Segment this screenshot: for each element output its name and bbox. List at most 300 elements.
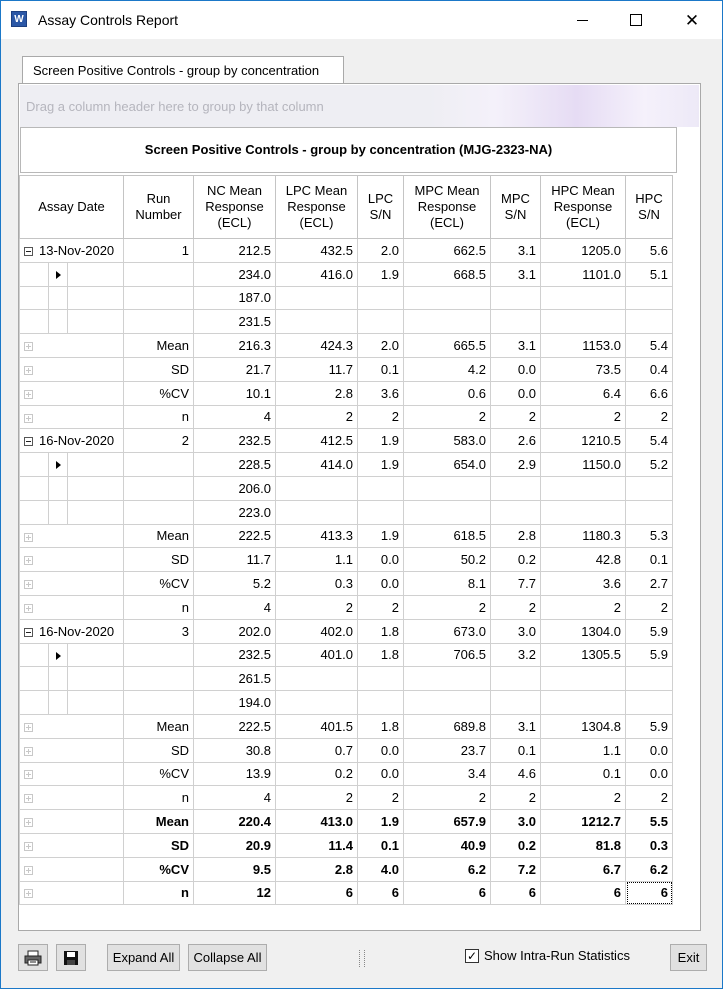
- value-cell[interactable]: 0.1: [491, 738, 541, 762]
- group-by-panel[interactable]: [20, 85, 699, 127]
- value-cell[interactable]: 228.5: [194, 453, 276, 477]
- value-cell[interactable]: 81.8: [541, 833, 626, 857]
- value-cell[interactable]: 3.0: [491, 619, 541, 643]
- value-cell[interactable]: [358, 500, 404, 524]
- value-cell[interactable]: 50.2: [404, 548, 491, 572]
- tab-screen-positive-controls[interactable]: Screen Positive Controls - group by concentration: [22, 56, 344, 84]
- value-cell[interactable]: 2.7: [626, 572, 673, 596]
- value-cell[interactable]: 4: [194, 405, 276, 429]
- grand-total-row[interactable]: [20, 810, 673, 834]
- value-cell[interactable]: 187.0: [194, 286, 276, 310]
- value-cell[interactable]: 2: [491, 595, 541, 619]
- value-cell[interactable]: 4.0: [358, 857, 404, 881]
- value-cell[interactable]: 2.6: [491, 429, 541, 453]
- value-cell[interactable]: [626, 691, 673, 715]
- value-cell[interactable]: 2: [358, 786, 404, 810]
- value-cell[interactable]: 3.0: [491, 810, 541, 834]
- value-cell[interactable]: 234.0: [194, 262, 276, 286]
- value-cell[interactable]: 3.1: [491, 262, 541, 286]
- detail-indent-cell: [20, 453, 124, 477]
- summary-expander-cell: [20, 405, 124, 429]
- expand-summary-icon[interactable]: [24, 604, 33, 613]
- value-cell[interactable]: 9.5: [194, 857, 276, 881]
- column-header[interactable]: Assay Date: [20, 176, 124, 239]
- print-button[interactable]: [18, 944, 48, 971]
- value-cell[interactable]: [541, 286, 626, 310]
- value-cell[interactable]: 2: [276, 786, 358, 810]
- row-indicator-cell: [48, 287, 68, 310]
- value-cell[interactable]: 0.2: [276, 762, 358, 786]
- column-header[interactable]: LPC S/N: [358, 176, 404, 239]
- value-cell[interactable]: 706.5: [404, 643, 491, 667]
- value-cell[interactable]: [358, 310, 404, 334]
- value-cell[interactable]: 6: [491, 881, 541, 905]
- grand-total-row[interactable]: [20, 881, 673, 905]
- value-cell[interactable]: 5.4: [626, 334, 673, 358]
- value-cell[interactable]: 2.8: [276, 857, 358, 881]
- run-number-cell: 3: [124, 619, 194, 643]
- row-indicator-cell: [48, 453, 68, 476]
- value-cell[interactable]: [358, 691, 404, 715]
- value-cell[interactable]: 1.9: [358, 429, 404, 453]
- statistic-label-cell: SD: [124, 833, 194, 857]
- value-cell[interactable]: 223.0: [194, 500, 276, 524]
- value-cell[interactable]: 665.5: [404, 334, 491, 358]
- row-indicator-cell: [48, 644, 68, 667]
- detail-row[interactable]: [20, 667, 673, 691]
- value-cell[interactable]: 73.5: [541, 357, 626, 381]
- value-cell[interactable]: 222.5: [194, 524, 276, 548]
- value-cell[interactable]: 232.5: [194, 429, 276, 453]
- value-cell[interactable]: 402.0: [276, 619, 358, 643]
- statistic-label-cell: %CV: [124, 381, 194, 405]
- grand-total-row[interactable]: [20, 857, 673, 881]
- value-cell[interactable]: [358, 667, 404, 691]
- value-cell[interactable]: 0.3: [276, 572, 358, 596]
- value-cell[interactable]: 0.0: [491, 381, 541, 405]
- value-cell[interactable]: 5.2: [626, 453, 673, 477]
- value-cell[interactable]: 412.5: [276, 429, 358, 453]
- value-cell[interactable]: 2: [541, 786, 626, 810]
- value-cell[interactable]: 413.3: [276, 524, 358, 548]
- value-cell[interactable]: 5.9: [626, 714, 673, 738]
- value-cell[interactable]: [541, 667, 626, 691]
- value-cell[interactable]: 4: [194, 595, 276, 619]
- value-cell[interactable]: 0.0: [626, 738, 673, 762]
- value-cell[interactable]: 3.1: [491, 714, 541, 738]
- value-cell[interactable]: 2: [276, 405, 358, 429]
- value-cell[interactable]: [491, 500, 541, 524]
- column-header[interactable]: Run Number: [124, 176, 194, 239]
- value-cell[interactable]: 1.9: [358, 810, 404, 834]
- value-cell[interactable]: [626, 310, 673, 334]
- value-cell[interactable]: 1.8: [358, 619, 404, 643]
- value-cell[interactable]: [276, 691, 358, 715]
- value-cell[interactable]: 2: [358, 405, 404, 429]
- value-cell[interactable]: 2: [404, 595, 491, 619]
- value-cell[interactable]: [626, 667, 673, 691]
- toolbar-grip: [359, 950, 365, 967]
- value-cell[interactable]: 30.8: [194, 738, 276, 762]
- value-cell[interactable]: 0.6: [404, 381, 491, 405]
- value-cell[interactable]: 6.4: [541, 381, 626, 405]
- value-cell[interactable]: 8.1: [404, 572, 491, 596]
- stat-row[interactable]: [20, 548, 673, 572]
- value-cell[interactable]: 0.2: [491, 833, 541, 857]
- detail-indent-cell: [20, 286, 124, 310]
- stat-row[interactable]: [20, 714, 673, 738]
- value-cell[interactable]: 6: [358, 881, 404, 905]
- value-cell[interactable]: 1150.0: [541, 453, 626, 477]
- value-cell[interactable]: 0.3: [626, 833, 673, 857]
- value-cell[interactable]: 11.7: [194, 548, 276, 572]
- value-cell[interactable]: [358, 476, 404, 500]
- value-cell[interactable]: 4: [194, 786, 276, 810]
- detail-row[interactable]: [20, 476, 673, 500]
- value-cell[interactable]: 0.1: [541, 762, 626, 786]
- value-cell[interactable]: 416.0: [276, 262, 358, 286]
- value-cell[interactable]: 0.4: [626, 357, 673, 381]
- value-cell[interactable]: [276, 500, 358, 524]
- value-cell[interactable]: [541, 500, 626, 524]
- value-cell[interactable]: [541, 310, 626, 334]
- value-cell[interactable]: [404, 691, 491, 715]
- value-cell[interactable]: 1153.0: [541, 334, 626, 358]
- value-cell[interactable]: [541, 476, 626, 500]
- value-cell[interactable]: 2.0: [358, 239, 404, 263]
- value-cell[interactable]: [404, 500, 491, 524]
- value-cell[interactable]: 3.6: [541, 572, 626, 596]
- value-cell[interactable]: 0.0: [358, 762, 404, 786]
- value-cell[interactable]: 1212.7: [541, 810, 626, 834]
- value-cell[interactable]: 583.0: [404, 429, 491, 453]
- expand-summary-icon[interactable]: [24, 390, 33, 399]
- value-cell[interactable]: 0.0: [626, 762, 673, 786]
- value-cell[interactable]: 2: [541, 595, 626, 619]
- value-cell[interactable]: 413.0: [276, 810, 358, 834]
- value-cell[interactable]: 7.2: [491, 857, 541, 881]
- stat-row[interactable]: [20, 595, 673, 619]
- value-cell[interactable]: 2: [541, 405, 626, 429]
- value-cell[interactable]: [276, 667, 358, 691]
- value-cell[interactable]: [358, 286, 404, 310]
- column-header[interactable]: HPC S/N: [626, 176, 673, 239]
- stat-row[interactable]: [20, 381, 673, 405]
- value-cell[interactable]: 4.2: [404, 357, 491, 381]
- value-cell[interactable]: 2: [276, 595, 358, 619]
- value-cell[interactable]: 0.2: [491, 548, 541, 572]
- value-cell[interactable]: 1.1: [541, 738, 626, 762]
- summary-expander-cell: [20, 786, 124, 810]
- row-indicator-cell: [48, 667, 68, 690]
- value-cell[interactable]: 2: [404, 786, 491, 810]
- expand-summary-icon[interactable]: [24, 842, 33, 851]
- value-cell[interactable]: 23.7: [404, 738, 491, 762]
- value-cell[interactable]: [404, 286, 491, 310]
- collapse-all-button[interactable]: Collapse All: [188, 944, 267, 971]
- column-header[interactable]: NC Mean Response (ECL): [194, 176, 276, 239]
- expand-summary-icon[interactable]: [24, 366, 33, 375]
- value-cell[interactable]: 1.1: [276, 548, 358, 572]
- value-cell[interactable]: 6: [626, 881, 673, 905]
- stat-row[interactable]: [20, 762, 673, 786]
- value-cell[interactable]: 2: [626, 595, 673, 619]
- value-cell[interactable]: 2: [491, 405, 541, 429]
- value-cell[interactable]: 5.2: [194, 572, 276, 596]
- value-cell[interactable]: 2: [404, 405, 491, 429]
- maximize-button[interactable]: [613, 1, 659, 39]
- value-cell[interactable]: 0.1: [358, 833, 404, 857]
- collapse-group-icon[interactable]: [24, 437, 33, 446]
- show-intra-run-statistics[interactable]: [465, 948, 630, 963]
- show-intra-run-checkbox[interactable]: ✓: [466, 948, 478, 963]
- value-cell[interactable]: [276, 286, 358, 310]
- expand-summary-icon[interactable]: [24, 770, 33, 779]
- summary-expander-cell: [20, 738, 124, 762]
- value-cell[interactable]: 12: [194, 881, 276, 905]
- stat-row[interactable]: [20, 334, 673, 358]
- value-cell[interactable]: 1.9: [358, 524, 404, 548]
- detail-row[interactable]: [20, 500, 673, 524]
- value-cell[interactable]: [404, 667, 491, 691]
- collapse-group-icon[interactable]: [24, 247, 33, 256]
- expand-summary-icon[interactable]: [24, 533, 33, 542]
- value-cell[interactable]: 194.0: [194, 691, 276, 715]
- assay-date: 16-Nov-2020: [39, 623, 115, 639]
- value-cell[interactable]: 2: [491, 786, 541, 810]
- value-cell[interactable]: [626, 286, 673, 310]
- value-cell[interactable]: 5.9: [626, 619, 673, 643]
- minimize-button[interactable]: [559, 1, 605, 39]
- value-cell[interactable]: [276, 476, 358, 500]
- value-cell[interactable]: 1180.3: [541, 524, 626, 548]
- value-cell[interactable]: 0.0: [491, 357, 541, 381]
- value-cell[interactable]: 231.5: [194, 310, 276, 334]
- value-cell[interactable]: 2: [358, 595, 404, 619]
- run-number-cell: 2: [124, 429, 194, 453]
- column-header[interactable]: LPC Mean Response (ECL): [276, 176, 358, 239]
- group-row[interactable]: [20, 619, 673, 643]
- assay-date-cell: [20, 429, 124, 453]
- detail-row[interactable]: [20, 262, 673, 286]
- value-cell[interactable]: 11.4: [276, 833, 358, 857]
- value-cell[interactable]: 40.9: [404, 833, 491, 857]
- value-cell[interactable]: [491, 286, 541, 310]
- value-cell[interactable]: 424.3: [276, 334, 358, 358]
- grand-total-row[interactable]: [20, 833, 673, 857]
- statistic-label-cell: n: [124, 405, 194, 429]
- expand-summary-icon[interactable]: [24, 866, 33, 875]
- value-cell[interactable]: 3.1: [491, 334, 541, 358]
- close-button[interactable]: [669, 1, 715, 39]
- expand-summary-icon[interactable]: [24, 747, 33, 756]
- value-cell[interactable]: 1305.5: [541, 643, 626, 667]
- value-cell[interactable]: 6: [276, 881, 358, 905]
- value-cell[interactable]: 5.5: [626, 810, 673, 834]
- column-header[interactable]: HPC Mean Response (ECL): [541, 176, 626, 239]
- value-cell[interactable]: 6: [541, 881, 626, 905]
- value-cell[interactable]: 7.7: [491, 572, 541, 596]
- expand-summary-icon[interactable]: [24, 580, 33, 589]
- group-row[interactable]: [20, 429, 673, 453]
- value-cell[interactable]: 216.3: [194, 334, 276, 358]
- detail-row[interactable]: [20, 691, 673, 715]
- statistic-label-cell: Mean: [124, 334, 194, 358]
- value-cell[interactable]: 401.0: [276, 643, 358, 667]
- value-cell[interactable]: [491, 310, 541, 334]
- value-cell[interactable]: 6.2: [626, 857, 673, 881]
- value-cell[interactable]: 232.5: [194, 643, 276, 667]
- current-row-indicator-icon: [56, 461, 61, 469]
- value-cell[interactable]: [541, 691, 626, 715]
- detail-indent-cell: [20, 643, 124, 667]
- value-cell[interactable]: [626, 500, 673, 524]
- value-cell[interactable]: 673.0: [404, 619, 491, 643]
- expand-summary-icon[interactable]: [24, 818, 33, 827]
- value-cell[interactable]: 2: [626, 786, 673, 810]
- expand-summary-icon[interactable]: [24, 889, 33, 898]
- value-cell[interactable]: 206.0: [194, 476, 276, 500]
- summary-expander-cell: [20, 595, 124, 619]
- value-cell[interactable]: 1210.5: [541, 429, 626, 453]
- summary-expander-cell: [20, 810, 124, 834]
- stat-row[interactable]: [20, 786, 673, 810]
- value-cell[interactable]: 1304.0: [541, 619, 626, 643]
- value-cell[interactable]: 0.1: [626, 548, 673, 572]
- run-number-cell: [124, 453, 194, 477]
- value-cell[interactable]: 2.9: [491, 453, 541, 477]
- value-cell[interactable]: 657.9: [404, 810, 491, 834]
- value-cell[interactable]: 5.9: [626, 643, 673, 667]
- column-header[interactable]: MPC Mean Response (ECL): [404, 176, 491, 239]
- value-cell[interactable]: 5.1: [626, 262, 673, 286]
- collapse-group-icon[interactable]: [24, 628, 33, 637]
- value-cell[interactable]: 668.5: [404, 262, 491, 286]
- value-cell[interactable]: 662.5: [404, 239, 491, 263]
- value-cell[interactable]: 20.9: [194, 833, 276, 857]
- expand-summary-icon[interactable]: [24, 556, 33, 565]
- report-title: Screen Positive Controls - group by concentration (MJG-2323-NA): [20, 127, 677, 173]
- value-cell[interactable]: 261.5: [194, 667, 276, 691]
- expand-summary-icon[interactable]: [24, 414, 33, 423]
- value-cell[interactable]: 1.9: [358, 262, 404, 286]
- value-cell[interactable]: 3.2: [491, 643, 541, 667]
- value-cell[interactable]: 2.0: [358, 334, 404, 358]
- value-cell[interactable]: 689.8: [404, 714, 491, 738]
- value-cell[interactable]: 0.0: [358, 738, 404, 762]
- data-table: [19, 175, 673, 905]
- bottom-toolbar: [1, 939, 722, 979]
- value-cell[interactable]: [491, 476, 541, 500]
- detail-row[interactable]: [20, 310, 673, 334]
- expand-all-button[interactable]: Expand All: [107, 944, 180, 971]
- detail-row[interactable]: [20, 643, 673, 667]
- stat-row[interactable]: [20, 357, 673, 381]
- detail-row[interactable]: [20, 453, 673, 477]
- stat-row[interactable]: [20, 738, 673, 762]
- value-cell[interactable]: 3.4: [404, 762, 491, 786]
- stat-row[interactable]: [20, 572, 673, 596]
- value-cell[interactable]: 11.7: [276, 357, 358, 381]
- value-cell[interactable]: 6.6: [626, 381, 673, 405]
- value-cell[interactable]: 1.8: [358, 643, 404, 667]
- column-header[interactable]: MPC S/N: [491, 176, 541, 239]
- value-cell[interactable]: 0.1: [358, 357, 404, 381]
- value-cell[interactable]: 654.0: [404, 453, 491, 477]
- value-cell[interactable]: 2.8: [491, 524, 541, 548]
- summary-expander-cell: [20, 334, 124, 358]
- value-cell[interactable]: 21.7: [194, 357, 276, 381]
- stat-row[interactable]: [20, 524, 673, 548]
- value-cell[interactable]: 1304.8: [541, 714, 626, 738]
- value-cell[interactable]: 202.0: [194, 619, 276, 643]
- value-cell[interactable]: 10.1: [194, 381, 276, 405]
- statistic-label-cell: n: [124, 595, 194, 619]
- run-number-cell: [124, 286, 194, 310]
- value-cell[interactable]: 42.8: [541, 548, 626, 572]
- value-cell[interactable]: 1205.0: [541, 239, 626, 263]
- value-cell[interactable]: 6.7: [541, 857, 626, 881]
- value-cell[interactable]: 5.4: [626, 429, 673, 453]
- value-cell[interactable]: [404, 310, 491, 334]
- value-cell[interactable]: [491, 667, 541, 691]
- value-cell[interactable]: 6: [404, 881, 491, 905]
- assay-date: 16-Nov-2020: [39, 433, 115, 449]
- value-cell[interactable]: 222.5: [194, 714, 276, 738]
- expand-summary-icon[interactable]: [24, 723, 33, 732]
- exit-button[interactable]: Exit: [670, 944, 707, 971]
- value-cell[interactable]: 220.4: [194, 810, 276, 834]
- current-row-indicator-icon: [56, 271, 61, 279]
- value-cell[interactable]: 414.0: [276, 453, 358, 477]
- value-cell[interactable]: 3.6: [358, 381, 404, 405]
- summary-expander-cell: [20, 833, 124, 857]
- value-cell[interactable]: [626, 476, 673, 500]
- save-button[interactable]: [56, 944, 86, 971]
- value-cell[interactable]: [491, 691, 541, 715]
- value-cell[interactable]: [276, 310, 358, 334]
- value-cell[interactable]: 3.1: [491, 239, 541, 263]
- stat-row[interactable]: [20, 405, 673, 429]
- group-row[interactable]: [20, 239, 673, 263]
- value-cell[interactable]: 0.0: [358, 572, 404, 596]
- value-cell[interactable]: 2.8: [276, 381, 358, 405]
- floppy-disk-icon: [63, 950, 79, 966]
- value-cell[interactable]: 432.5: [276, 239, 358, 263]
- statistic-label-cell: Mean: [124, 524, 194, 548]
- value-cell[interactable]: 212.5: [194, 239, 276, 263]
- value-cell[interactable]: 4.6: [491, 762, 541, 786]
- detail-row[interactable]: [20, 286, 673, 310]
- value-cell[interactable]: 2: [626, 405, 673, 429]
- value-cell[interactable]: 618.5: [404, 524, 491, 548]
- value-cell[interactable]: 0.7: [276, 738, 358, 762]
- value-cell[interactable]: 401.5: [276, 714, 358, 738]
- expand-summary-icon[interactable]: [24, 794, 33, 803]
- value-cell[interactable]: 5.3: [626, 524, 673, 548]
- run-number-cell: [124, 476, 194, 500]
- value-cell[interactable]: 1.8: [358, 714, 404, 738]
- expand-summary-icon[interactable]: [24, 342, 33, 351]
- value-cell[interactable]: 1.9: [358, 453, 404, 477]
- value-cell[interactable]: [404, 476, 491, 500]
- value-cell[interactable]: 5.6: [626, 239, 673, 263]
- value-cell[interactable]: 0.0: [358, 548, 404, 572]
- value-cell[interactable]: 13.9: [194, 762, 276, 786]
- value-cell[interactable]: 6.2: [404, 857, 491, 881]
- summary-expander-cell: [20, 548, 124, 572]
- value-cell[interactable]: 1101.0: [541, 262, 626, 286]
